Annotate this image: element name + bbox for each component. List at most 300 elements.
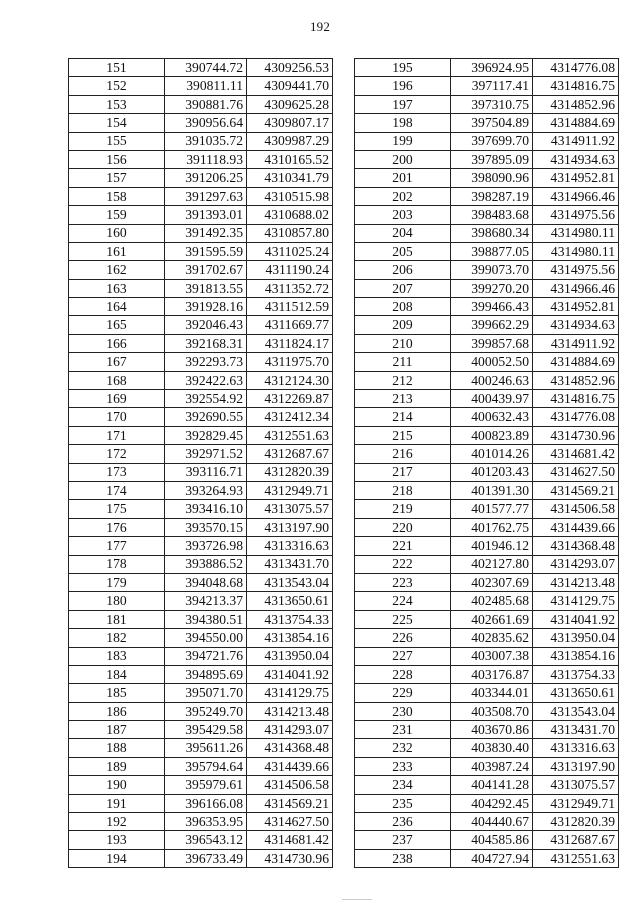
y-coordinate-cell: 4312412.34 bbox=[247, 408, 333, 426]
point-number-cell: 216 bbox=[355, 445, 451, 463]
point-number-cell: 213 bbox=[355, 390, 451, 408]
point-number-cell: 198 bbox=[355, 114, 451, 132]
table-row bbox=[69, 537, 333, 555]
table-row bbox=[355, 647, 619, 665]
table-row bbox=[355, 481, 619, 499]
table-row bbox=[355, 776, 619, 794]
point-number-cell: 189 bbox=[69, 757, 165, 775]
x-coordinate-cell: 394213.37 bbox=[165, 592, 247, 610]
point-number-cell: 235 bbox=[355, 794, 451, 812]
y-coordinate-cell: 4314439.66 bbox=[533, 518, 619, 536]
x-coordinate-cell: 394895.69 bbox=[165, 665, 247, 683]
y-coordinate-cell: 4313950.04 bbox=[247, 647, 333, 665]
table-row bbox=[355, 169, 619, 187]
y-coordinate-cell: 4313543.04 bbox=[533, 702, 619, 720]
table-row bbox=[69, 242, 333, 260]
point-number-cell: 181 bbox=[69, 610, 165, 628]
point-number-cell: 196 bbox=[355, 77, 451, 95]
point-number-cell: 197 bbox=[355, 95, 451, 113]
x-coordinate-cell: 401014.26 bbox=[451, 445, 533, 463]
table-row bbox=[69, 445, 333, 463]
x-coordinate-cell: 391492.35 bbox=[165, 224, 247, 242]
table-row bbox=[355, 463, 619, 481]
y-coordinate-cell: 4312269.87 bbox=[247, 390, 333, 408]
point-number-cell: 214 bbox=[355, 408, 451, 426]
y-coordinate-cell: 4313650.61 bbox=[247, 592, 333, 610]
x-coordinate-cell: 396924.95 bbox=[451, 59, 533, 77]
y-coordinate-cell: 4313754.33 bbox=[533, 665, 619, 683]
table-row bbox=[355, 206, 619, 224]
y-coordinate-cell: 4313431.70 bbox=[247, 555, 333, 573]
y-coordinate-cell: 4312687.67 bbox=[533, 831, 619, 849]
y-coordinate-cell: 4314911.92 bbox=[533, 334, 619, 352]
x-coordinate-cell: 402485.68 bbox=[451, 592, 533, 610]
table-row bbox=[355, 610, 619, 628]
table-row bbox=[355, 408, 619, 426]
point-number-cell: 220 bbox=[355, 518, 451, 536]
table-row bbox=[69, 500, 333, 518]
y-coordinate-cell: 4312551.63 bbox=[247, 426, 333, 444]
x-coordinate-cell: 393886.52 bbox=[165, 555, 247, 573]
x-coordinate-cell: 402835.62 bbox=[451, 629, 533, 647]
x-coordinate-cell: 396543.12 bbox=[165, 831, 247, 849]
x-coordinate-cell: 401203.43 bbox=[451, 463, 533, 481]
point-number-cell: 176 bbox=[69, 518, 165, 536]
point-number-cell: 206 bbox=[355, 261, 451, 279]
x-coordinate-cell: 400823.89 bbox=[451, 426, 533, 444]
y-coordinate-cell: 4314975.56 bbox=[533, 261, 619, 279]
table-row bbox=[355, 132, 619, 150]
table-row bbox=[355, 813, 619, 831]
x-coordinate-cell: 401946.12 bbox=[451, 537, 533, 555]
table-row bbox=[355, 298, 619, 316]
x-coordinate-cell: 399270.20 bbox=[451, 279, 533, 297]
table-row bbox=[355, 187, 619, 205]
y-coordinate-cell: 4313950.04 bbox=[533, 629, 619, 647]
x-coordinate-cell: 402307.69 bbox=[451, 573, 533, 591]
y-coordinate-cell: 4314980.11 bbox=[533, 242, 619, 260]
point-number-cell: 165 bbox=[69, 316, 165, 334]
y-coordinate-cell: 4314213.48 bbox=[533, 573, 619, 591]
point-number-cell: 195 bbox=[355, 59, 451, 77]
point-number-cell: 231 bbox=[355, 721, 451, 739]
x-coordinate-cell: 401762.75 bbox=[451, 518, 533, 536]
page-number: 192 bbox=[309, 19, 331, 34]
point-number-cell: 188 bbox=[69, 739, 165, 757]
point-number-cell: 159 bbox=[69, 206, 165, 224]
table-row bbox=[355, 831, 619, 849]
y-coordinate-cell: 4314884.69 bbox=[533, 114, 619, 132]
y-coordinate-cell: 4314884.69 bbox=[533, 353, 619, 371]
x-coordinate-cell: 400246.63 bbox=[451, 371, 533, 389]
y-coordinate-cell: 4314730.96 bbox=[247, 849, 333, 867]
point-number-cell: 234 bbox=[355, 776, 451, 794]
table-row bbox=[355, 150, 619, 168]
point-number-cell: 168 bbox=[69, 371, 165, 389]
table-row bbox=[69, 721, 333, 739]
x-coordinate-cell: 404292.45 bbox=[451, 794, 533, 812]
x-coordinate-cell: 393264.93 bbox=[165, 481, 247, 499]
x-coordinate-cell: 399857.68 bbox=[451, 334, 533, 352]
point-number-cell: 186 bbox=[69, 702, 165, 720]
x-coordinate-cell: 392293.73 bbox=[165, 353, 247, 371]
point-number-cell: 204 bbox=[355, 224, 451, 242]
point-number-cell: 208 bbox=[355, 298, 451, 316]
point-number-cell: 200 bbox=[355, 150, 451, 168]
y-coordinate-cell: 4314776.08 bbox=[533, 408, 619, 426]
point-number-cell: 155 bbox=[69, 132, 165, 150]
y-coordinate-cell: 4312949.71 bbox=[533, 794, 619, 812]
x-coordinate-cell: 391393.01 bbox=[165, 206, 247, 224]
x-coordinate-cell: 398877.05 bbox=[451, 242, 533, 260]
table-row bbox=[355, 114, 619, 132]
y-coordinate-cell: 4314852.96 bbox=[533, 95, 619, 113]
point-number-cell: 219 bbox=[355, 500, 451, 518]
point-number-cell: 171 bbox=[69, 426, 165, 444]
y-coordinate-cell: 4314911.92 bbox=[533, 132, 619, 150]
table-row bbox=[69, 610, 333, 628]
point-number-cell: 227 bbox=[355, 647, 451, 665]
table-row bbox=[69, 684, 333, 702]
x-coordinate-cell: 400632.43 bbox=[451, 408, 533, 426]
table-row bbox=[355, 353, 619, 371]
y-coordinate-cell: 4314368.48 bbox=[533, 537, 619, 555]
x-coordinate-cell: 403508.70 bbox=[451, 702, 533, 720]
point-number-cell: 153 bbox=[69, 95, 165, 113]
point-number-cell: 224 bbox=[355, 592, 451, 610]
table-row bbox=[69, 849, 333, 867]
x-coordinate-cell: 395249.70 bbox=[165, 702, 247, 720]
table-row bbox=[355, 242, 619, 260]
x-coordinate-cell: 399466.43 bbox=[451, 298, 533, 316]
point-number-cell: 158 bbox=[69, 187, 165, 205]
table-row bbox=[355, 684, 619, 702]
table-row bbox=[355, 500, 619, 518]
point-number-cell: 193 bbox=[69, 831, 165, 849]
x-coordinate-cell: 392554.92 bbox=[165, 390, 247, 408]
y-coordinate-cell: 4312124.30 bbox=[247, 371, 333, 389]
x-coordinate-cell: 393570.15 bbox=[165, 518, 247, 536]
x-coordinate-cell: 403987.24 bbox=[451, 757, 533, 775]
x-coordinate-cell: 397117.41 bbox=[451, 77, 533, 95]
table-row bbox=[355, 794, 619, 812]
y-coordinate-cell: 4313754.33 bbox=[247, 610, 333, 628]
table-row bbox=[355, 757, 619, 775]
point-number-cell: 178 bbox=[69, 555, 165, 573]
x-coordinate-cell: 395429.58 bbox=[165, 721, 247, 739]
table-row bbox=[69, 132, 333, 150]
point-number-cell: 156 bbox=[69, 150, 165, 168]
point-number-cell: 226 bbox=[355, 629, 451, 647]
table-row bbox=[69, 794, 333, 812]
table-row bbox=[69, 169, 333, 187]
x-coordinate-cell: 394380.51 bbox=[165, 610, 247, 628]
scan-mark bbox=[342, 899, 372, 900]
y-coordinate-cell: 4314730.96 bbox=[533, 426, 619, 444]
x-coordinate-cell: 399662.29 bbox=[451, 316, 533, 334]
y-coordinate-cell: 4314129.75 bbox=[247, 684, 333, 702]
x-coordinate-cell: 391035.72 bbox=[165, 132, 247, 150]
table-row bbox=[355, 279, 619, 297]
x-coordinate-cell: 392046.43 bbox=[165, 316, 247, 334]
y-coordinate-cell: 4313543.04 bbox=[247, 573, 333, 591]
point-number-cell: 151 bbox=[69, 59, 165, 77]
y-coordinate-cell: 4311512.59 bbox=[247, 298, 333, 316]
table-row bbox=[355, 592, 619, 610]
point-number-cell: 182 bbox=[69, 629, 165, 647]
y-coordinate-cell: 4309441.70 bbox=[247, 77, 333, 95]
coordinates-table-left bbox=[68, 58, 333, 868]
y-coordinate-cell: 4314816.75 bbox=[533, 77, 619, 95]
y-coordinate-cell: 4311190.24 bbox=[247, 261, 333, 279]
y-coordinate-cell: 4314681.42 bbox=[533, 445, 619, 463]
point-number-cell: 237 bbox=[355, 831, 451, 849]
y-coordinate-cell: 4314293.07 bbox=[247, 721, 333, 739]
x-coordinate-cell: 393116.71 bbox=[165, 463, 247, 481]
table-row bbox=[355, 261, 619, 279]
point-number-cell: 192 bbox=[69, 813, 165, 831]
x-coordinate-cell: 391297.63 bbox=[165, 187, 247, 205]
y-coordinate-cell: 4310165.52 bbox=[247, 150, 333, 168]
table-row bbox=[69, 573, 333, 591]
point-number-cell: 225 bbox=[355, 610, 451, 628]
y-coordinate-cell: 4313197.90 bbox=[533, 757, 619, 775]
y-coordinate-cell: 4314934.63 bbox=[533, 316, 619, 334]
table-row bbox=[355, 95, 619, 113]
point-number-cell: 173 bbox=[69, 463, 165, 481]
y-coordinate-cell: 4314966.46 bbox=[533, 279, 619, 297]
x-coordinate-cell: 393416.10 bbox=[165, 500, 247, 518]
table-row bbox=[355, 316, 619, 334]
x-coordinate-cell: 392422.63 bbox=[165, 371, 247, 389]
y-coordinate-cell: 4313316.63 bbox=[533, 739, 619, 757]
point-number-cell: 154 bbox=[69, 114, 165, 132]
table-row bbox=[69, 279, 333, 297]
table-row bbox=[69, 224, 333, 242]
y-coordinate-cell: 4310857.80 bbox=[247, 224, 333, 242]
point-number-cell: 223 bbox=[355, 573, 451, 591]
point-number-cell: 236 bbox=[355, 813, 451, 831]
x-coordinate-cell: 392168.31 bbox=[165, 334, 247, 352]
y-coordinate-cell: 4314041.92 bbox=[247, 665, 333, 683]
table-row bbox=[69, 334, 333, 352]
point-number-cell: 221 bbox=[355, 537, 451, 555]
x-coordinate-cell: 392690.55 bbox=[165, 408, 247, 426]
table-row bbox=[69, 739, 333, 757]
table-row bbox=[69, 518, 333, 536]
y-coordinate-cell: 4314627.50 bbox=[533, 463, 619, 481]
y-coordinate-cell: 4314368.48 bbox=[247, 739, 333, 757]
x-coordinate-cell: 402127.80 bbox=[451, 555, 533, 573]
point-number-cell: 222 bbox=[355, 555, 451, 573]
y-coordinate-cell: 4314506.58 bbox=[533, 500, 619, 518]
y-coordinate-cell: 4310688.02 bbox=[247, 206, 333, 224]
table-row bbox=[69, 408, 333, 426]
x-coordinate-cell: 399073.70 bbox=[451, 261, 533, 279]
x-coordinate-cell: 403176.87 bbox=[451, 665, 533, 683]
y-coordinate-cell: 4312820.39 bbox=[247, 463, 333, 481]
point-number-cell: 163 bbox=[69, 279, 165, 297]
table-row bbox=[69, 647, 333, 665]
table-row bbox=[355, 518, 619, 536]
y-coordinate-cell: 4313854.16 bbox=[533, 647, 619, 665]
x-coordinate-cell: 394721.76 bbox=[165, 647, 247, 665]
x-coordinate-cell: 390881.76 bbox=[165, 95, 247, 113]
x-coordinate-cell: 395979.61 bbox=[165, 776, 247, 794]
y-coordinate-cell: 4312687.67 bbox=[247, 445, 333, 463]
y-coordinate-cell: 4314952.81 bbox=[533, 169, 619, 187]
table-row bbox=[355, 77, 619, 95]
table-row bbox=[355, 665, 619, 683]
x-coordinate-cell: 403007.38 bbox=[451, 647, 533, 665]
table-row bbox=[355, 224, 619, 242]
y-coordinate-cell: 4313431.70 bbox=[533, 721, 619, 739]
table-row bbox=[69, 776, 333, 794]
point-number-cell: 232 bbox=[355, 739, 451, 757]
point-number-cell: 177 bbox=[69, 537, 165, 555]
x-coordinate-cell: 404440.67 bbox=[451, 813, 533, 831]
point-number-cell: 190 bbox=[69, 776, 165, 794]
x-coordinate-cell: 390956.64 bbox=[165, 114, 247, 132]
x-coordinate-cell: 403344.01 bbox=[451, 684, 533, 702]
point-number-cell: 187 bbox=[69, 721, 165, 739]
point-number-cell: 164 bbox=[69, 298, 165, 316]
y-coordinate-cell: 4314569.21 bbox=[533, 481, 619, 499]
point-number-cell: 166 bbox=[69, 334, 165, 352]
table-row bbox=[69, 187, 333, 205]
y-coordinate-cell: 4314506.58 bbox=[247, 776, 333, 794]
x-coordinate-cell: 396733.49 bbox=[165, 849, 247, 867]
x-coordinate-cell: 391813.55 bbox=[165, 279, 247, 297]
table-row bbox=[69, 261, 333, 279]
table-row bbox=[69, 150, 333, 168]
table-row bbox=[355, 390, 619, 408]
table-row bbox=[69, 316, 333, 334]
table-row bbox=[69, 77, 333, 95]
table-row bbox=[69, 481, 333, 499]
y-coordinate-cell: 4311824.17 bbox=[247, 334, 333, 352]
point-number-cell: 212 bbox=[355, 371, 451, 389]
y-coordinate-cell: 4313075.57 bbox=[533, 776, 619, 794]
table-row bbox=[355, 573, 619, 591]
table-row bbox=[69, 757, 333, 775]
table-row bbox=[69, 831, 333, 849]
y-coordinate-cell: 4314293.07 bbox=[533, 555, 619, 573]
table-row bbox=[355, 537, 619, 555]
point-number-cell: 228 bbox=[355, 665, 451, 683]
y-coordinate-cell: 4310341.79 bbox=[247, 169, 333, 187]
point-number-cell: 191 bbox=[69, 794, 165, 812]
table-row bbox=[69, 371, 333, 389]
point-number-cell: 162 bbox=[69, 261, 165, 279]
y-coordinate-cell: 4312551.63 bbox=[533, 849, 619, 867]
x-coordinate-cell: 397310.75 bbox=[451, 95, 533, 113]
table-row bbox=[69, 426, 333, 444]
y-coordinate-cell: 4314439.66 bbox=[247, 757, 333, 775]
point-number-cell: 160 bbox=[69, 224, 165, 242]
point-number-cell: 175 bbox=[69, 500, 165, 518]
y-coordinate-cell: 4314129.75 bbox=[533, 592, 619, 610]
point-number-cell: 211 bbox=[355, 353, 451, 371]
y-coordinate-cell: 4313854.16 bbox=[247, 629, 333, 647]
point-number-cell: 199 bbox=[355, 132, 451, 150]
table-row bbox=[355, 629, 619, 647]
y-coordinate-cell: 4313316.63 bbox=[247, 537, 333, 555]
x-coordinate-cell: 404141.28 bbox=[451, 776, 533, 794]
x-coordinate-cell: 395071.70 bbox=[165, 684, 247, 702]
x-coordinate-cell: 396166.08 bbox=[165, 794, 247, 812]
table-row bbox=[355, 849, 619, 867]
x-coordinate-cell: 400052.50 bbox=[451, 353, 533, 371]
point-number-cell: 207 bbox=[355, 279, 451, 297]
y-coordinate-cell: 4309987.29 bbox=[247, 132, 333, 150]
x-coordinate-cell: 398090.96 bbox=[451, 169, 533, 187]
coordinates-table-right bbox=[354, 58, 619, 868]
point-number-cell: 230 bbox=[355, 702, 451, 720]
x-coordinate-cell: 392971.52 bbox=[165, 445, 247, 463]
table-row bbox=[355, 371, 619, 389]
y-coordinate-cell: 4314966.46 bbox=[533, 187, 619, 205]
table-row bbox=[69, 813, 333, 831]
y-coordinate-cell: 4314627.50 bbox=[247, 813, 333, 831]
point-number-cell: 152 bbox=[69, 77, 165, 95]
x-coordinate-cell: 391595.59 bbox=[165, 242, 247, 260]
x-coordinate-cell: 393726.98 bbox=[165, 537, 247, 555]
x-coordinate-cell: 391118.93 bbox=[165, 150, 247, 168]
y-coordinate-cell: 4314975.56 bbox=[533, 206, 619, 224]
point-number-cell: 209 bbox=[355, 316, 451, 334]
table-row bbox=[355, 445, 619, 463]
x-coordinate-cell: 404727.94 bbox=[451, 849, 533, 867]
x-coordinate-cell: 390811.11 bbox=[165, 77, 247, 95]
x-coordinate-cell: 404585.86 bbox=[451, 831, 533, 849]
x-coordinate-cell: 395794.64 bbox=[165, 757, 247, 775]
x-coordinate-cell: 403830.40 bbox=[451, 739, 533, 757]
y-coordinate-cell: 4309807.17 bbox=[247, 114, 333, 132]
x-coordinate-cell: 401577.77 bbox=[451, 500, 533, 518]
point-number-cell: 183 bbox=[69, 647, 165, 665]
y-coordinate-cell: 4312949.71 bbox=[247, 481, 333, 499]
x-coordinate-cell: 392829.45 bbox=[165, 426, 247, 444]
table-row bbox=[355, 555, 619, 573]
table-row bbox=[69, 592, 333, 610]
y-coordinate-cell: 4311025.24 bbox=[247, 242, 333, 260]
x-coordinate-cell: 398680.34 bbox=[451, 224, 533, 242]
table-row bbox=[69, 95, 333, 113]
y-coordinate-cell: 4311975.70 bbox=[247, 353, 333, 371]
point-number-cell: 185 bbox=[69, 684, 165, 702]
x-coordinate-cell: 403670.86 bbox=[451, 721, 533, 739]
x-coordinate-cell: 391702.67 bbox=[165, 261, 247, 279]
table-row bbox=[69, 59, 333, 77]
point-number-cell: 174 bbox=[69, 481, 165, 499]
table-row bbox=[69, 390, 333, 408]
y-coordinate-cell: 4313650.61 bbox=[533, 684, 619, 702]
x-coordinate-cell: 398483.68 bbox=[451, 206, 533, 224]
table-row bbox=[69, 353, 333, 371]
point-number-cell: 157 bbox=[69, 169, 165, 187]
point-number-cell: 184 bbox=[69, 665, 165, 683]
point-number-cell: 233 bbox=[355, 757, 451, 775]
point-number-cell: 203 bbox=[355, 206, 451, 224]
point-number-cell: 218 bbox=[355, 481, 451, 499]
x-coordinate-cell: 400439.97 bbox=[451, 390, 533, 408]
point-number-cell: 202 bbox=[355, 187, 451, 205]
x-coordinate-cell: 397895.09 bbox=[451, 150, 533, 168]
y-coordinate-cell: 4314980.11 bbox=[533, 224, 619, 242]
y-coordinate-cell: 4313075.57 bbox=[247, 500, 333, 518]
x-coordinate-cell: 391928.16 bbox=[165, 298, 247, 316]
